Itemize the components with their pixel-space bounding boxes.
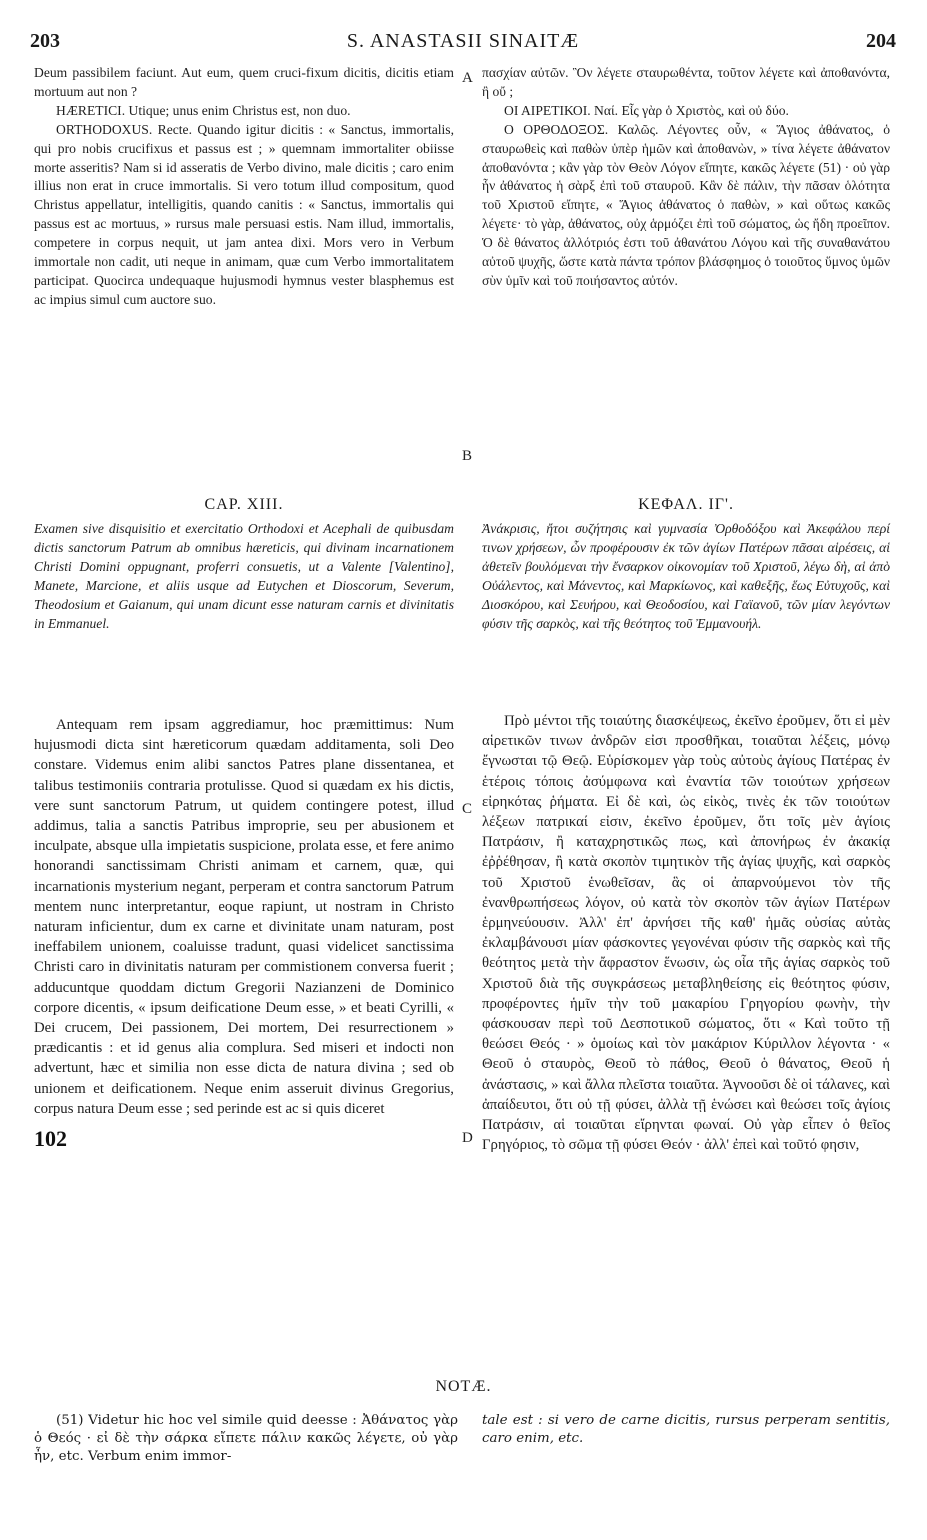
page-number-right: 204 [866, 30, 896, 52]
greek-paragraph-1: πασχίαν αὐτῶν. Ὃν λέγετε σταυρωθέντα, τοῦτον λέγετε καὶ ἀποθανόντα, ἢ οὔ ; [482, 65, 890, 99]
note-left-text: (51) Videtur hic hoc vel simile quid deesse : Ἀθάνατος γὰρ ὁ Θεός · εἰ δὲ τὴν σάρκα εἴπετε πάλιν κακῶς λέγετε, οὐ γὰρ ἦν, etc. Verbum enim immor- [34, 1413, 458, 1464]
greek-summary-text: Ἀνάκρισις, ἤτοι συζήτησις καὶ γυμνασία Ὀρθοδόξου καὶ Ἀκεφάλου περί τινων χρήσεων, ὧν προφέρουσιν ἐκ τῶν ἁγίων Πατέρων πᾶσαι αἱρέσεις, αἱ ἀθετεῖν βουλόμεναι τὴν ἔνσαρκον οἰκονομίαν τοῦ Χριστοῦ, λέγω δὴ, αἱ ἀπὸ Οὐάλεντος, καὶ Μάνεντος, καὶ Μαρκίωνος, καὶ καθεξῆς, ἕως Εὐτυχοῦς, καὶ Διοσκόρου, καὶ Σευήρου, καὶ Θεοδοσίου, καὶ Γαϊανοῦ, τῶν μίαν λεγόντων φύσιν τῆς σαρκὸς, καὶ τῆς θεότητος τοῦ Ἐμμανουήλ. [482, 521, 890, 631]
greek-body [482, 711, 890, 1155]
note-right-text: tale est : si vero de carne dicitis, rursus perperam sentitis, caro enim, etc. [482, 1413, 890, 1446]
note-right [482, 1412, 890, 1448]
latin-chapter-heading: CAP. XIII. [204, 496, 284, 513]
margin-marker-c: C [462, 801, 473, 817]
running-title: S. ANASTASII SINAITÆ [346, 30, 580, 52]
latin-paragraph-1: Deum passibilem faciunt. Aut eum, quem cruci-fixum dicitis, dicitis etiam mortuum aut non ? [34, 65, 454, 99]
notes-heading: NOTÆ. [435, 1378, 492, 1395]
latin-chapter-summary [34, 520, 454, 633]
latin-column-top [34, 64, 454, 310]
page-number-left: 203 [30, 30, 60, 52]
margin-marker-b: B [462, 448, 473, 464]
latin-paragraph-2: HÆRETICI. Utique; unus enim Christus est, non duo. [56, 102, 351, 118]
greek-paragraph-3: Ο ΟΡΘΟΔΟΞΟΣ. Καλῶς. Λέγοντες οὖν, « Ἅγιος ἀθάνατος, ὁ σταυρωθεὶς καὶ παθὼν ὑπὲρ ἡμῶν καὶ ἀποθανὼν, » τίνα λέγετε ἀθάνατον ἀποθανόντα ; κἂν γὰρ τὸν Θεὸν Λόγον εἴπητε, κακῶς λέγετε (51) · οὐ γὰρ ἦν ἀθάνατος ἡ σὰρξ ἐπὶ τοῦ σταυροῦ. Κἂν δὲ πάλιν, τὴν πᾶσαν ὁλότητα τοῦ Χριστοῦ εἴπητε, « Ἅγιος ἀθάνατος ὁ παθὼν, » καὶ οὕτως κακῶς λέγετε· τὸ γὰρ, ἀθάνατος, οὐχ ἁρμόζει ἐπὶ τοῦ σώματος, ὡς ἤδη προεῖπον. Ὁ δὲ θάνατος ἀλλότριός ἐστι τοῦ ἀθανάτου Λόγου καὶ τῆς συναθανάτου αὐτοῦ ψυχῆς, ὥστε κατὰ πάντα τρόπον βλάσφημος ὁ τοιοῦτος ὕμνος ὑμῶν σὺν ὑμῖν καὶ τοῦ ποιήσαντος αὐτόν. [482, 121, 890, 288]
greek-column-top [482, 64, 890, 291]
greek-chapter-heading: ΚΕΦΑΛ. ΙΓ'. [638, 496, 734, 513]
column-number: 102 [34, 1126, 67, 1151]
latin-body [34, 715, 454, 1119]
greek-paragraph-2: ΟΙ ΑΙΡΕΤΙΚΟΙ. Ναί. Εἷς γὰρ ὁ Χριστὸς, καὶ οὐ δύο. [504, 102, 789, 118]
margin-marker-a: A [462, 70, 473, 86]
running-header [30, 30, 896, 58]
latin-body-text: Antequam rem ipsam aggrediamur, hoc præmittimus: Num hujusmodi dicta sint hæreticorum quædam additamenta, soli Deo constare. Videmus enim alibi sanctos Patres plane dissentanea, et talibus testimoniis contraria protulisse. Quod si quædam ex his dictis, vere sunt sanctorum Patrum, ut quidem contingere potest, illud addimus, talia a sanctis Patribus improprie, seu per abusionem et inculpate, absque ulla impietatis suspicione, prolata esse, et fere animo honorandi sanctissimam Christi animam et carnem, quæ, qui incarnationis mysterium negant, perperam et contra sanctorum Patrum mentem nunc interpretantur, eoque rapiunt, ut nostram in Christo naturam inficientur, dum ex carne et divinitate unam naturam, post ineffabilem unionem, coaluisse tradunt, quasi videlicet sanctissima Christi caro in divinitatis naturam per commistionem conversa fuerit ; adducuntque quoddam dictum Gregorii Nazianzeni de Dominico corpore dicentis, « ipsum deificatione Deum esse, » et beati Cyrilli, « Dei crucem, Dei passionem, Dei mortem, Dei resurrectionem » prædicantis : et id genus alia complura. Sed miseri et indocti non advertunt, hæc et similia non esse dicta de natura divina ; sed ob unionem et deificationem. Neque enim asseruit divinus Gregorius, corpus natura Deum esse ; sed perinde est ac si quis diceret [34, 717, 454, 1117]
greek-chapter-summary [482, 520, 890, 633]
margin-marker-d: D [462, 1130, 473, 1146]
note-left [34, 1412, 458, 1466]
latin-paragraph-3: ORTHODOXUS. Recte. Quando igitur dicitis : « Sanctus, immortalis, qui pro nobis crucifixus et passus est ; » quemnam immortaliter obiisse morte asseritis? Nam si id asseratis de Verbo divino, male dicitis ; caro enim illius non erat in cruce immortalis. Si vero totum illud compositum, quod Christus appellatur, intelligitis, quando canitis : « Sanctus, immortalis qui passus est ac mortuus, » rursus male persuasi estis. Nam illud, immortalis, competere in corpus nequit, ut jam antea dixi. Mors vero in Verbum immortale non cadit, uti neque in animam, quæ cum Verbo immortalitatem participat. Quocirca undequaque hujusmodi hymnus vester blasphemus est ac impius simul cum auctore suo. [34, 121, 454, 307]
greek-body-text: Πρὸ μέντοι τῆς τοιαύτης διασκέψεως, ἐκεῖνο ἐροῦμεν, ὅτι εἰ μὲν αἱρετικῶν τινων ἀνδρῶν εἰσι προσθῆκαι, τοιαῦται λέξεις, μόνῳ ἔγνωσται τῷ Θεῷ. Εὑρίσκομεν γὰρ τοὺς αὐτοὺς ἁγίους Πατέρας ἐν ἑτέροις τόποις ἀσύμφωνα καὶ ἐναντία τῶν τοιούτων χρήσεων εἰρηκότας ῥήματα. Εἰ δὲ καὶ, ὡς εἰκὸς, τινὲς ἐκ τῶν τοιούτων λέξεων πατρικαί εἰσιν, ἐκεῖνο ἐροῦμεν, ὅτι τοῖς μὲν ἁγίοις Πατράσιν, ἢ καταχρηστικῶς πως, καὶ ἀπονήρως ἐν ἀκακίᾳ ἐῤῥέθησαν, ἢ κατὰ σκοπὸν τιμητικὸν τῆς ἁγίας ψυχῆς, καὶ σαρκὸς τοῦ Χριστοῦ ἑνωθεῖσαν, ἃς οἱ ἀπαρνούμενοι τὸν τῆς ἐνανθρωπήσεως λόγον, οὐ κατὰ τὸν σκοπὸν τῶν ἁγίων Πατέρων ἑρμηνεύουσιν. Ἀλλ' ἐπ' ἀρνήσει τῆς καθ' ἡμᾶς οὐσίας αὐτὰς ἐκλαμβάνουσι μίαν φάσκοντες γεγονέναι φύσιν τῆς σαρκὸς καὶ τῆς θεότητος μετὰ τὴν ἄφραστον ἕνωσιν, ὡς οἷα τῆς ἁγίας σαρκὸς τοῦ Χριστοῦ διὰ τῆς συγκράσεως μεταβληθείσης εἰς θεότητος φύσιν, προφέροντες ἡμῖν τὴν τοῦ μακαρίου Γρηγορίου φωνὴν, τὴν φάσκουσαν περὶ τοῦ Δεσποτικοῦ σώματος, ὅτι « Καὶ τοῦτο τῇ θεώσει Θεός · » ὁμοίως καὶ τὸν μακάριον Κύριλλον λέγοντα · « Θεοῦ ὁ σταυρὸς, Θεοῦ τὸ πάθος, Θεοῦ ὁ θάνατος, Θεοῦ ἡ ἀνάστασις, » καὶ ἄλλα πλεῖστα τοιαῦτα. Ἀγνοοῦσι δὲ οἱ τάλανες, καὶ ἀπαίδευτοι, ὅτι οὐ τῇ φύσει, ἀλλὰ τῇ ἑνώσει καὶ θεώσει τοῖς ἁγίοις Πατράσιν, αἱ τοιαῦται εἴρηνται φωναί. Οὐ γὰρ εἶπεν ὁ θεῖος Γρηγόριος, τὸ σῶμα τῇ φύσει Θεόν · ἀλλ' ἐπεὶ καὶ τοῦτό φησιν, [482, 713, 890, 1154]
latin-summary-text: Examen sive disquisitio et exercitatio Orthodoxi et Acephali de quibusdam dictis sanctorum Patrum ab omnibus hæreticis, qui divinam incarnationem Christi Domini oppugnant, proferri consuetis, ut a Valente [Valentino], Manete, Marcione, et aliis usque ad Eutychen et Dioscorum, Severum, Theodosium et Gaianum, qui unam dicunt esse naturam carnis et divinitatis in Emmanuel. [34, 521, 454, 631]
